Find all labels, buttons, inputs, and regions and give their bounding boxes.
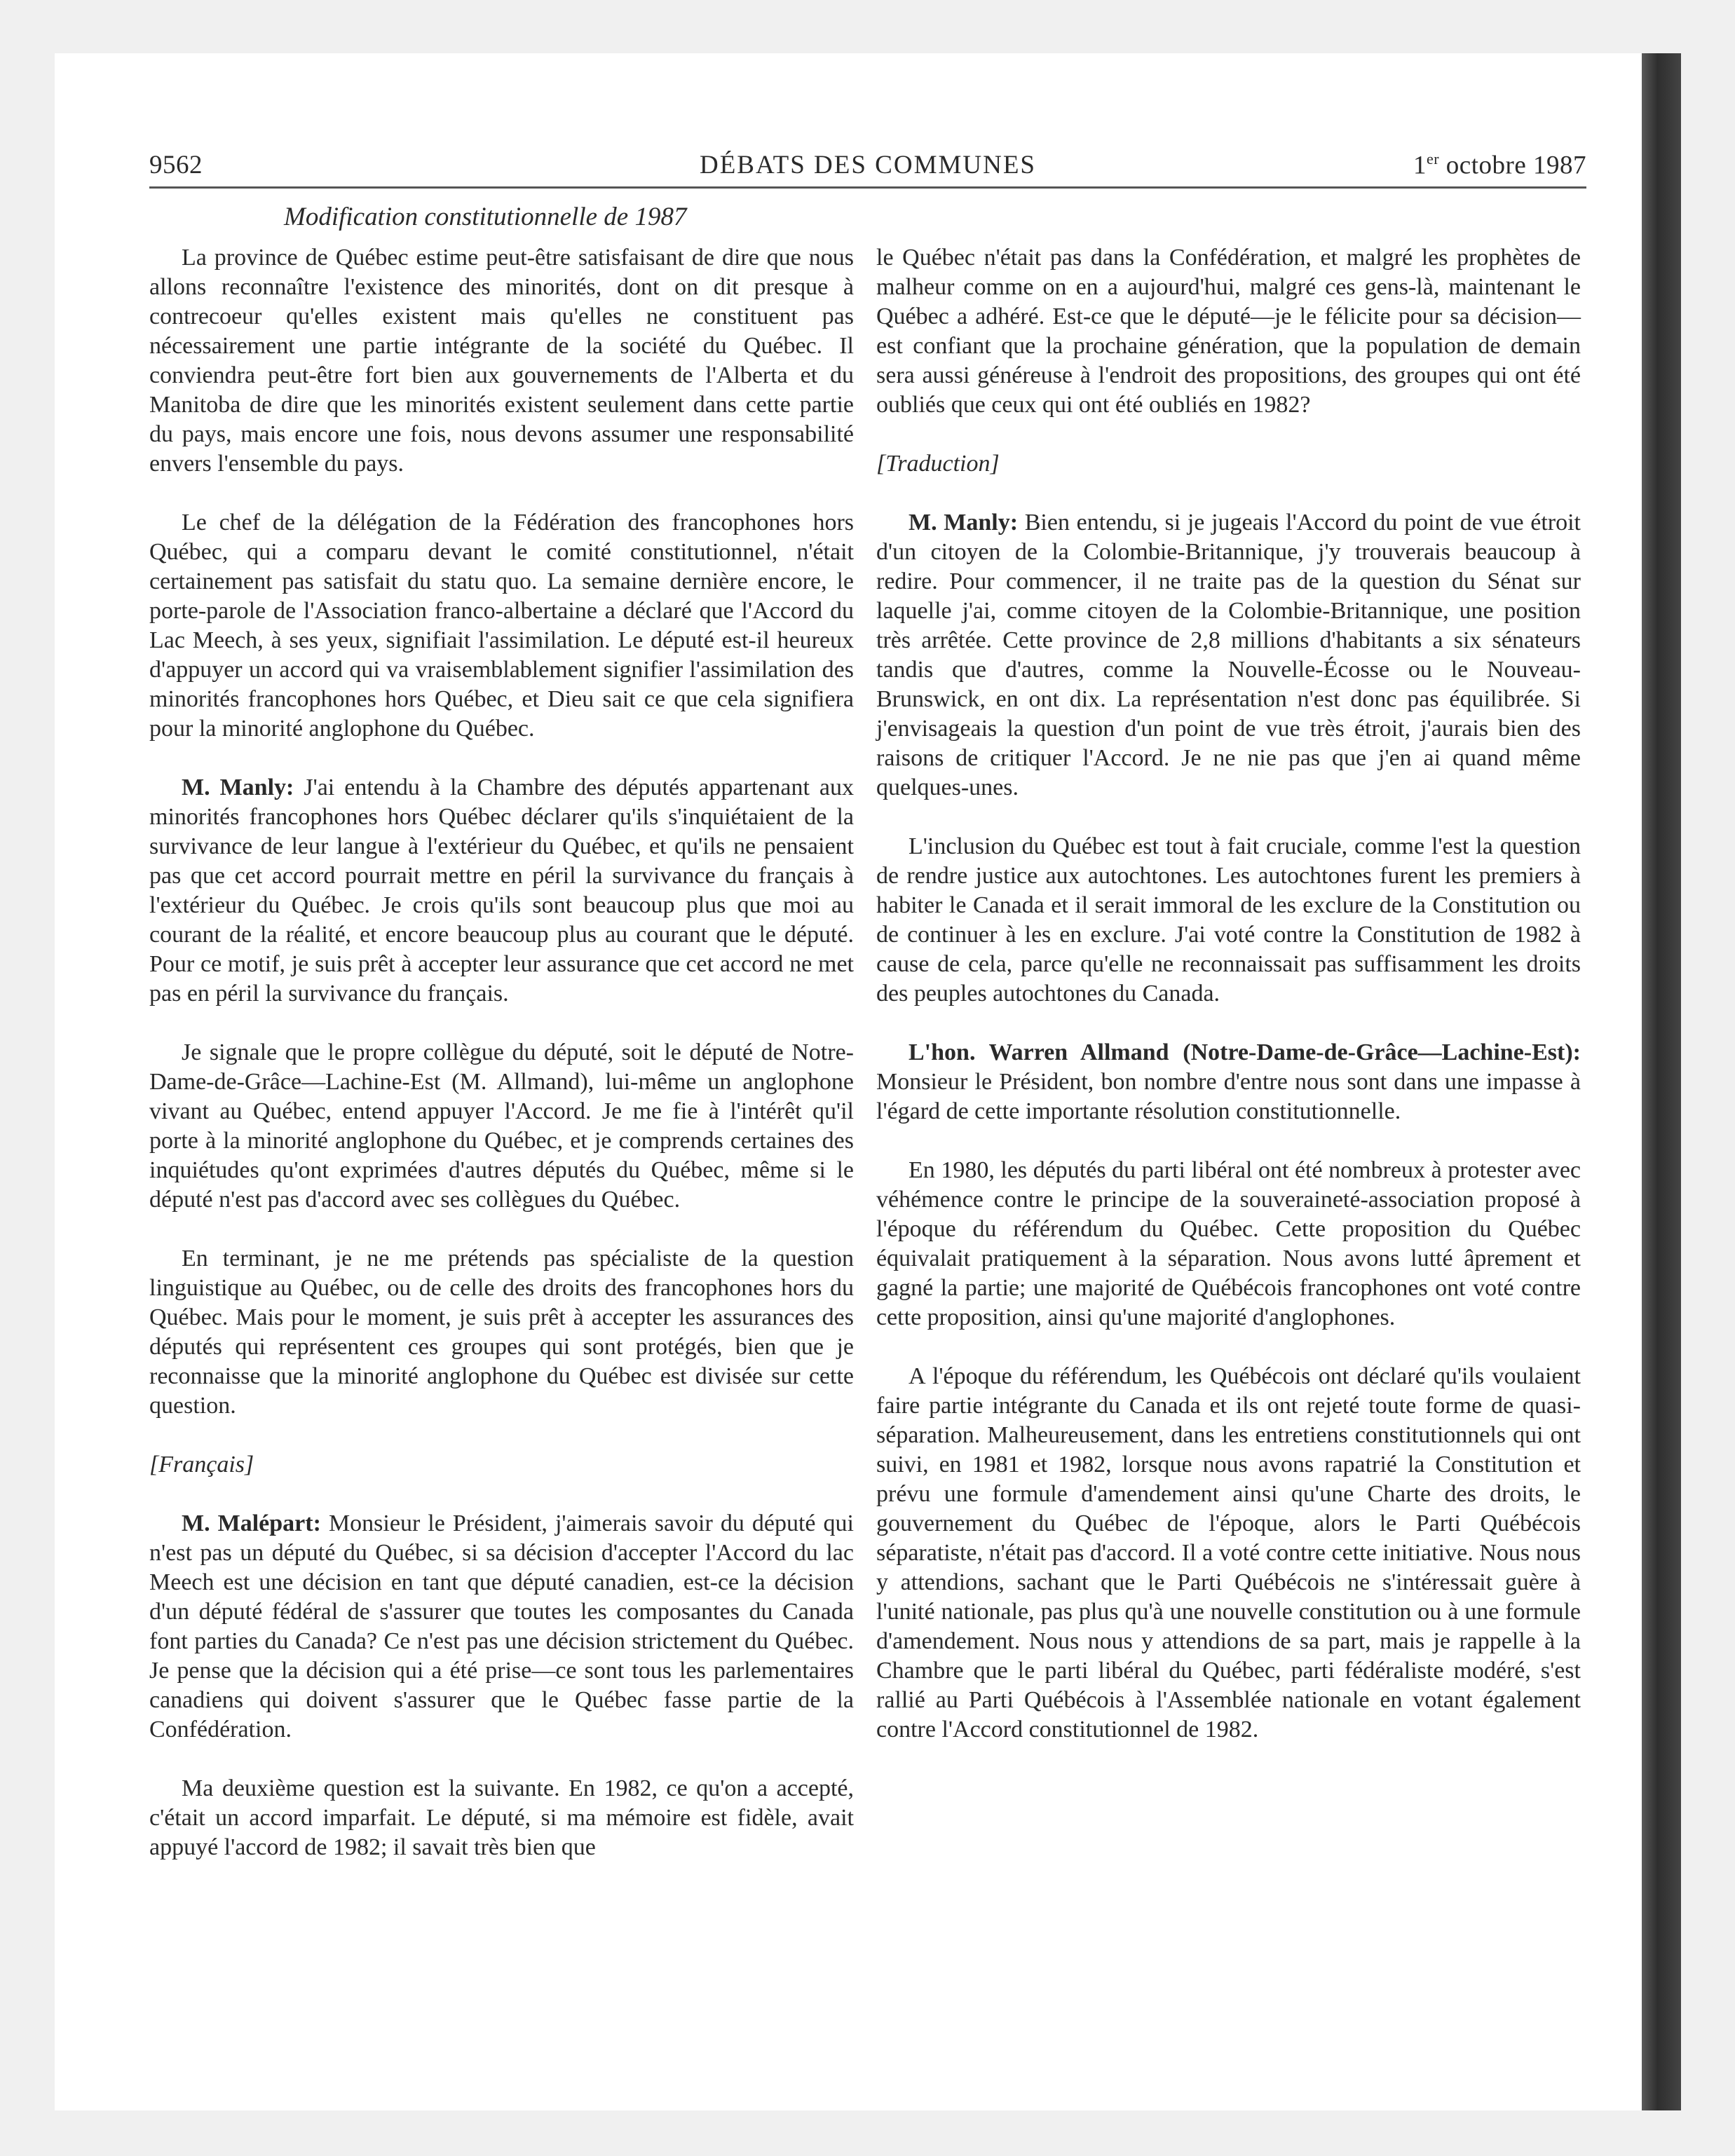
speech-paragraph [149, 773, 854, 1009]
page-number: 9562 [149, 151, 203, 179]
section-subtitle: Modification constitutionnelle de 1987 [284, 203, 687, 231]
paragraph: Je signale que le propre collègue du député, soit le député de Notre-Dame-de-Grâce—Lachine-Est (M. Allmand), lui-même un anglophone vivant au Québec, entend appuyer l'Accord. Je me fie à l'intérêt qu'il porte à la minorité anglophone du Québec, et je comprends certaines des inquiétudes qu'ont exprimées d'autres députés du Québec, même si le député n'est pas d'accord avec ses collègues du Québec. [149, 1039, 854, 1213]
publication-date [1413, 150, 1586, 180]
speech-text: Bien entendu, si je jugeais l'Accord du point de vue étroit d'un citoyen de la Colombie-Britannique, j'y trouverais beaucoup à redire. Pour commencer, il ne traite pas de la question du Sénat sur laquelle j'ai, comme citoyen de la Colombie-Britannique, une position très arrêtée. Cette province de 2,8 millions d'habitants a six sénateurs tandis que d'autres, comme la Nouvelle-Écosse ou le Nouveau-Brunswick, en ont dix. La représentation n'est donc pas équilibrée. Si j'envisageais la question d'un point de vue très étroit, j'aurais bien des raisons de critiquer l'Accord. Je ne nie pas que j'en ai quand même quelques-unes. [876, 510, 1581, 800]
speaker-name: M. Malépart: [182, 1510, 321, 1536]
speaker-name: M. Manly: [182, 775, 294, 800]
paragraph: Le chef de la délégation de la Fédération des francophones hors Québec, qui a comparu devant le comité constitutionnel, n'était certainement pas satisfait du statu quo. La semaine dernière encore, le porte-parole de l'Association franco-albertaine a déclaré que l'Accord du Lac Meech, à ses yeux, signifiait l'assimilation. Le député est-il heureux d'appuyer un accord qui va vraisemblablement signifier l'assimilation des minorités francophones hors Québec, et Dieu sait ce que cela signifiera pour la minorité anglophone du Québec. [149, 510, 854, 742]
page-header [149, 150, 1586, 189]
paragraph: En 1980, les députés du parti libéral ont été nombreux à protester avec véhémence contre le principe de la souveraineté-association proposé à l'époque du référendum du Québec. Cette proposition du Québec équivalait pratiquement à la séparation. Nous avons lutté âprement et gagné la partie; une majorité de Québécois francophones ont voté contre cette proposition, ainsi qu'une majorité d'anglophones. [876, 1157, 1581, 1330]
date-rest: octobre 1987 [1439, 151, 1586, 180]
speech-text: Monsieur le Président, bon nombre d'entre nous sont dans une impasse à l'égard de cette importante résolution constitutionnelle. [876, 1069, 1581, 1124]
language-tag: [Traduction] [876, 451, 1000, 477]
paragraph: A l'époque du référendum, les Québécois ont déclaré qu'ils voulaient faire partie intégrante du Canada et ils ont rejeté toute forme de quasi-séparation. Malheureusement, dans les entretiens constitutionnels qui ont suivi, en 1981 et 1982, lorsque nous avons rapatrié la Constitution et prévu une formule d'amendement ainsi qu'une Charte des droits, le gouvernement du Québec de l'époque, alors le Parti Québécois séparatiste, n'était pas d'accord. Il a voté contre cette initiative. Nous nous y attendions, sachant que le Parti Québécois ne s'intéressait guère à l'unité nationale, pas plus qu'à une nouvelle constitution ou à une formule d'amendement. Nous nous y attendions de sa part, mais je rappelle à la Chambre que le parti libéral du Québec, parti fédéraliste modéré, s'est rallié au Parti Québécois à l'Assemblée nationale en votant également contre l'Accord constitutionnel de 1982. [876, 1363, 1581, 1742]
paragraph: le Québec n'était pas dans la Confédération, et malgré les prophètes de malheur comme on en a aujourd'hui, malgré ces gens-là, maintenant le Québec a adhéré. Est-ce que le député—je le félicite pour sa décision—est confiant que la prochaine génération, que la population de demain sera aussi généreuse à l'endroit des propositions, des groupes qui ont été oubliés que ceux qui ont été oubliés en 1982? [876, 245, 1581, 418]
date-day: 1 [1413, 151, 1427, 180]
date-superscript: er [1426, 150, 1440, 168]
speech-paragraph [876, 508, 1581, 803]
right-column [876, 243, 1581, 1774]
speech-text: J'ai entendu à la Chambre des députés appartenant aux minorités francophones hors Québec déclarer qu'ils s'inquiétaient de la survivance de leur langue à l'extérieur du Québec, et qu'ils ne pensaient pas que cet accord pourrait mettre en péril la survivance du français à l'extérieur du Québec. Je crois qu'ils sont beaucoup plus que moi au courant de la réalité, et encore beaucoup plus au courant que le député. Pour ce motif, je suis prêt à accepter leur assurance que cet accord ne met pas en péril la survivance du français. [149, 775, 854, 1007]
language-tag: [Français] [149, 1452, 254, 1478]
scan-edge-shadow [1642, 53, 1681, 2110]
paragraph: En terminant, je ne me prétends pas spécialiste de la question linguistique au Québec, ou de celle des droits des francophones hors du Québec. Mais pour le moment, je suis prêt à accepter les assurances des députés qui représentent ces groupes qui sont protégés, bien que je reconnaisse que la minorité anglophone du Québec est divisée sur cette question. [149, 1246, 854, 1419]
speech-paragraph [149, 1509, 854, 1745]
speaker-name: M. Manly: [909, 510, 1019, 535]
paragraph: Ma deuxième question est la suivante. En 1982, ce qu'on a accepté, c'était un accord imparfait. Le député, si ma mémoire est fidèle, avait appuyé l'accord de 1982; il savait très bien que [149, 1775, 854, 1860]
left-column [149, 243, 854, 1892]
publication-title: DÉBATS DES COMMUNES [699, 151, 1036, 179]
paragraph: L'inclusion du Québec est tout à fait cruciale, comme l'est la question de rendre justice aux autochtones. Les autochtones furent les premiers à habiter le Canada et il serait immoral de les exclure de la Constitution ou de continuer à les en exclure. J'ai voté contre la Constitution de 1982 à cause de cela, parce qu'elle ne reconnaissait pas suffisamment les droits des peuples autochtones du Canada. [876, 833, 1581, 1007]
speaker-name: L'hon. Warren Allmand (Notre-Dame-de-Grâce—Lachine-Est): [909, 1039, 1581, 1065]
speech-paragraph [876, 1038, 1581, 1126]
paragraph: La province de Québec estime peut-être satisfaisant de dire que nous allons reconnaître l'existence des minorités, dont on dit presque à contrecoeur qu'elles existent mais qu'elles ne constituent pas nécessairement une partie intégrante de la société du Québec. Il conviendra peut-être fort bien aux gouvernements de l'Alberta et du Manitoba de dire que les minorités existent seulement dans cette partie du pays, mais encore une fois, nous devons assumer une responsabilité envers l'ensemble du pays. [149, 245, 854, 477]
speech-text: Monsieur le Président, j'aimerais savoir du député qui n'est pas un député du Québec, si sa décision d'accepter l'Accord du lac Meech est une décision en tant que député canadien, est-ce la décision d'un député fédéral de s'assurer que toutes les composantes du Canada font parties du Canada? Ce n'est pas une décision strictement du Québec. Je pense que la décision qui a été prise—ce sont tous les parlementaires canadiens qui doivent s'assurer que le Québec fasse partie de la Confédération. [149, 1510, 854, 1742]
